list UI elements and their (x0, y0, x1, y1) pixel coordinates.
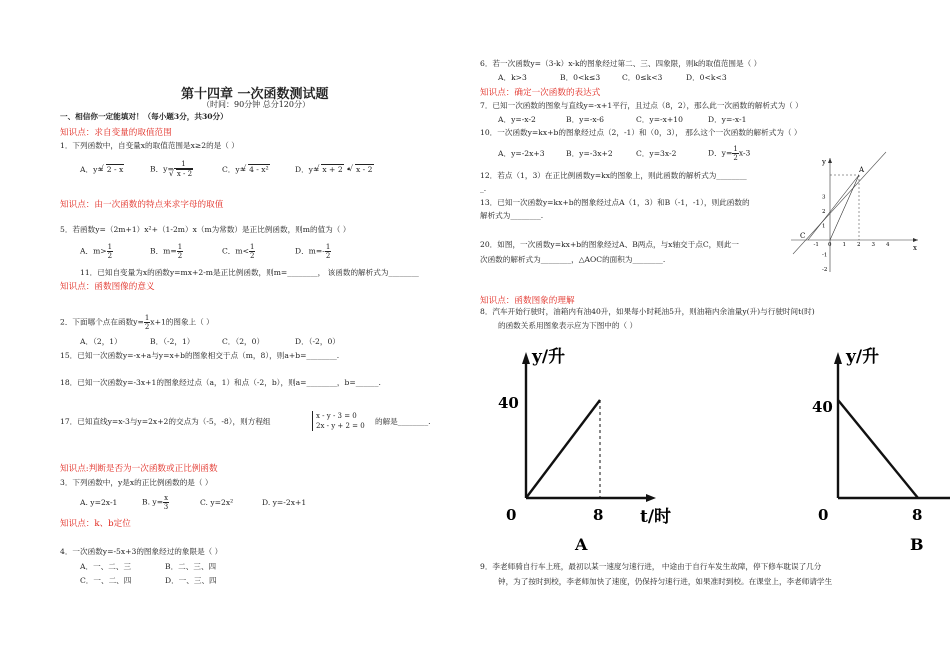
question-6: 6．若一次函数y=（3-k）x-k的图象经过第二、三、四象限，则k的取值范围是（ ） (480, 59, 762, 68)
graph-b-origin: 0 (818, 506, 829, 524)
question-15: 15．已知一次函数y=-x+a与y=x+b的图象相交于点（m，8），则a+b=________. (60, 351, 340, 360)
fig-x-tick: 3 (871, 242, 875, 248)
fig-y-tick: 3 (822, 194, 826, 201)
fig-point-c: C (800, 232, 806, 240)
q5-option-a: A．m> $\frac{1}{2}$ (80, 243, 113, 260)
fig-x-tick: 2 (857, 242, 861, 248)
q3-option-c: C. y=2x² (200, 498, 234, 507)
question-12-cont: _. (480, 184, 487, 193)
q7-option-c: C．y=-x+10 (636, 115, 683, 124)
q10-option-c: C．y=3x-2 (636, 149, 677, 158)
fig-x-tick: 0 (828, 242, 832, 248)
q6-option-d: D．0<k<3 (686, 73, 727, 82)
fig-point-a: A (859, 166, 865, 174)
fig-y-label: y (822, 158, 826, 166)
question-13-cont: 解析式为________. (480, 211, 544, 220)
fig-x-tick: 1 (842, 242, 846, 248)
knowledge-point: 知识点：k、b定位 (60, 519, 131, 529)
graph-a (490, 340, 690, 555)
question-10: 10．一次函数y=kx+b的图象经过点（2，-1）和（0，3）， 那么这个一次函数的解析式为（ ） (480, 128, 802, 137)
graph-b-40: 40 (812, 398, 833, 416)
graph-a-40: 40 (498, 394, 519, 412)
q5-option-b: B．m= $\frac{1}{2}$ (150, 243, 183, 260)
q10-option-b: B．y=-3x+2 (566, 149, 613, 158)
fig-x-tick: 4 (886, 242, 890, 248)
section-heading: 一、相信你一定能填对！（每小题3分，共30分） (60, 112, 228, 121)
q1-option-d: D．y=√ x + 2 • √ x - 2 (295, 164, 374, 175)
page-subtitle: （时间：90分钟 总分120分） (202, 100, 310, 109)
q10-option-a: A．y=-2x+3 (498, 149, 545, 158)
question-7: 7．已知一次函数的图象与直线y=-x+1平行，且过点（8，2），那么此一次函数的解析式为（ ） (480, 101, 803, 110)
q7-option-a: A．y=-x-2 (498, 115, 536, 124)
question-9: 9．李老师骑自行车上班，最初以某一速度匀速行进， 中途由于自行车发生故障，停下修车耽误了几分 (480, 562, 822, 571)
q3-option-b: B. y= $\frac{x}{3}$ (142, 494, 169, 511)
q4-option-d: D．一、三、四 (165, 576, 217, 585)
q1-option-b: B．y= 1 √ x - 2 (150, 160, 193, 179)
fig-y-tick: -2 (822, 267, 828, 273)
q4-option-a: A．一、二、三 (80, 562, 132, 571)
knowledge-point: 知识点:判断是否为一次函数或正比例函数 (60, 464, 218, 474)
fig-y-tick: -1 (822, 252, 828, 259)
graph-a-name: A (575, 535, 588, 554)
knowledge-point: 知识点：求自变量的取值范围 (60, 128, 172, 138)
q4-option-c: C．一、二、四 (80, 576, 132, 585)
question-1: 1．下列函数中，自变量x的取值范围是x≥2的是（ ） (60, 141, 239, 150)
knowledge-point: 知识点：函数图像的意义 (60, 282, 155, 292)
question-11: 11．已知自变量为x的函数y=mx+2-m是正比例函数，则m=________， 该函数的解析式为________ (80, 268, 419, 277)
fig-y-tick: 2 (822, 209, 826, 215)
question-18: 18．已知一次函数y=-3x+1的图象经过点（a，1）和点（-2，b），则a=________，b=______. (60, 378, 381, 387)
fig-x-tick: -1 (813, 242, 819, 248)
q7-option-b: B．y=-x-6 (566, 115, 604, 124)
q6-option-b: B．0<k≤3 (560, 73, 601, 82)
graph-b-8: 8 (912, 506, 923, 524)
fig-x-label: x (913, 244, 917, 252)
q6-option-a: A．k>3 (498, 73, 527, 82)
q2-option-a: A．（2，1） (80, 337, 122, 346)
graph-a-8: 8 (593, 506, 604, 524)
question-4: 4．一次函数y=-5x+3的图象经过的象限是（ ） (60, 547, 223, 556)
question-8: 8．汽车开始行驶时，油箱内有油40升，如果每小时耗油5升，则油箱内余油量y(升)与行驶时间t(时) (480, 307, 815, 316)
fig-y-tick: 1 (822, 223, 826, 230)
knowledge-point: 知识点：函数图象的理解 (480, 296, 575, 306)
q3-option-d: D. y=-2x+1 (262, 498, 307, 507)
graph-b (810, 340, 950, 555)
q3-option-a: A. y=2x-1 (80, 498, 118, 507)
knowledge-point: 知识点：确定一次函数的表达式 (480, 88, 601, 98)
graph-a-ylabel: y/升 (532, 347, 566, 367)
q6-option-c: C．0≤k<3 (622, 73, 663, 82)
q2-option-c: C．（2，0） (222, 337, 265, 346)
question-20: 20．如图，一次函数y=kx+b的图象经过A、B两点，与x轴交于点C，则此一 (480, 240, 740, 249)
graph-b-ylabel: y/升 (846, 347, 880, 367)
question-2: 2．下面哪个点在函数y= $\frac{1}{2}$ x+1的图象上（ ） (60, 314, 214, 331)
q1-option-a: A．y=√ 2 - x (80, 164, 124, 175)
coordinate-figure (786, 150, 926, 275)
question-8-cont: 的函数关系用图象表示应为下图中的（ ） (498, 321, 638, 330)
equation-system: x - y - 3 = 0 2x - y + 2 = 0 (312, 411, 365, 431)
q5-option-d: D．m=- $\frac{1}{2}$ (295, 243, 331, 260)
question-17-tail: 的解是________. (375, 417, 431, 426)
q4-option-b: B．二、三、四 (165, 562, 217, 571)
q2-option-b: B．（-2，1） (150, 337, 195, 346)
graph-a-origin: 0 (506, 506, 517, 524)
graph-a-xlabel: t/时 (640, 507, 672, 527)
question-17: 17．已知直线y=x-3与y=2x+2的交点为（-5，-8），则方程组 (60, 417, 271, 426)
question-12: 12．若点（1，3）在正比例函数y=kx的图象上，则此函数的解析式为________ (480, 171, 747, 180)
question-5: 5．若函数y=（2m+1）x²+（1-2m）x（m为常数）是正比例函数，则m的值为（ ） (60, 225, 351, 234)
question-9-cont: 钟，为了按时到校，李老师加快了速度，仍保持匀速行进，如果准时到校。在课堂上，李老师请学生 (498, 577, 833, 586)
q7-option-d: D．y=-x-1 (708, 115, 747, 124)
question-13: 13．已知一次函数y=kx+b的图象经过点A（1，3）和B（-1，-1），则此函数的 (480, 198, 750, 207)
graph-b-name: B (910, 535, 924, 554)
q1-option-c: C．y=√ 4 - x² (222, 164, 270, 175)
q5-option-c: C．m< $\frac{1}{2}$ (222, 243, 255, 260)
question-20-cont: 次函数的解析式为________，△AOC的面积为________. (480, 255, 666, 264)
q10-option-d: D．y= $\frac{1}{2}$ x-3 (708, 145, 751, 162)
page-title: 第十四章 一次函数测试题 (181, 87, 329, 102)
q2-option-d: D．（-2，0） (295, 337, 340, 346)
question-3: 3．下列函数中，y是x的正比例函数的是（ ） (60, 478, 213, 487)
knowledge-point: 知识点：由一次函数的特点来求字母的取值 (60, 200, 224, 210)
